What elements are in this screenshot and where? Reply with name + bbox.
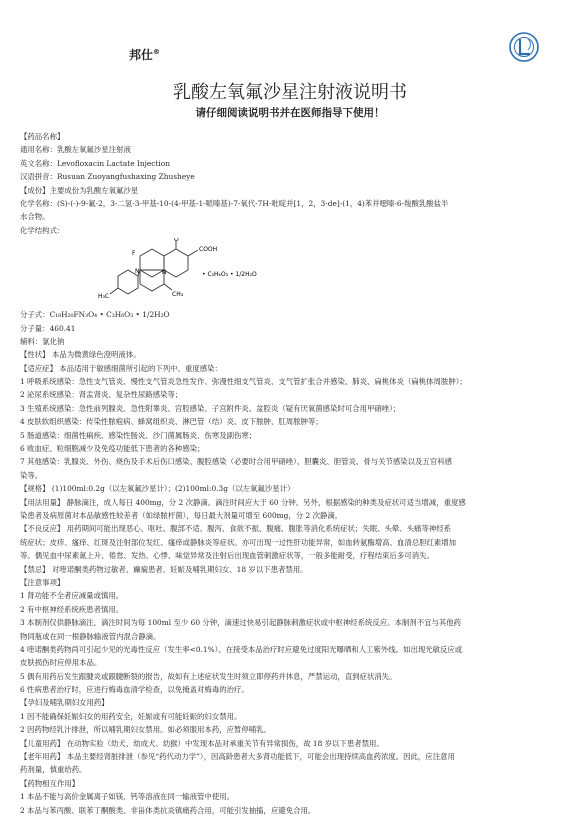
text-line: 【规格】 (1)100ml:0.2g（以左氧氟沙星计）；(2)100ml:0.3g（以左氧氟沙星计） <box>20 484 295 494</box>
text-line: 【孕妇及哺乳期妇女用药】 <box>20 698 109 708</box>
structure-cooh-label: COOH <box>199 246 218 254</box>
text-line: 2 因药物经乳汁排泄，所以哺乳期妇女禁用。如必须服用本药，应暂停哺乳。 <box>20 725 271 735</box>
text-line: 4 喹诺酮类药物尚可引起少见的光毒性反应（发生率<0.1%）。在接受本品治疗时应避免过度阳光曝晒和人工紫外线。如出现光敏反应或 <box>20 644 463 654</box>
text-line: 辅料：氯化钠 <box>20 336 65 346</box>
text-line: 等。偶见血中尿素氮上升、倦怠、发热、心悸、味觉异常及注射后出现血管刺激症状等，一般多能耐受，疗程结束后多可消失。 <box>20 551 434 561</box>
structure-ch3-label: CH₃ <box>172 291 184 299</box>
text-line: 5 偶有用药后发生跟腱炎或跟腱断裂的报告，故如有上述症状发生时须立即停药并休息，严禁运动，直到症状消失。 <box>20 671 397 681</box>
text-line: 1 因不能确保妊娠妇女的用药安全，妊娠或有可能妊娠的妇女禁用。 <box>20 711 242 721</box>
text-line: 【药品名称】 <box>20 132 65 141</box>
text-line: 【用法用量】 静脉滴注，成人每日 400mg，分 2 次静滴。滴注时间应大于 60 分钟。另外，根据感染的种类及症状可适当增减，重度感 <box>20 497 466 507</box>
document-subtitle: 请仔细阅读说明书并在医师指导下使用！ <box>195 107 385 119</box>
text-line: 6 性病患者治疗时，应进行梅毒血清学检查，以免掩盖对梅毒的治疗。 <box>20 685 249 695</box>
text-line: 【适应症】 本品适用于敏感细菌所引起的下列中、重度感染： <box>20 363 222 373</box>
text-line: 1 呼吸系统感染：急性支气管炎、慢性支气管炎急性发作、弥漫性细支气管炎、支气管扩张合并感染、肺炎、扁桃体炎（扁桃体周脓肿）； <box>20 377 467 387</box>
text-line: 【儿童用药】 在动物实验（幼犬、幼成犬、幼猴）中发现本品对承重关节有异常损伤，故 18 岁以下患者禁用。 <box>20 738 384 748</box>
text-line: 【禁忌】 对喹诺酮类药物过敏者、癫痫患者、妊娠及哺乳期妇女、18 岁以下患者禁用。 <box>20 564 308 574</box>
structure-n-left-label: N <box>135 268 140 276</box>
document-title: 乳酸左氧氟沙星注射液说明书 <box>173 82 407 103</box>
text-line: 3 生殖系统感染：急性前列腺炎、急性附睾炎、宫腔感染、子宫附件炎、盆腔炎（疑有厌氧菌感染时可合用甲硝唑）； <box>20 403 401 413</box>
text-line: 【老年用药】 本品主要经肾脏排泄（参见“药代动力学”），因高龄患者大多肾功能低下，可能会出现持续高血药浓度。因此，应注意用 <box>20 752 455 762</box>
text-line: 4 皮肤软组织感染：传染性脓疱病、蜂窝组织炎、淋巴管（结）炎、皮下脓肿、肛周脓肿等； <box>20 417 323 427</box>
text-line: 1 肾功能不全者应减量或慎用。 <box>20 591 124 601</box>
text-line: 染等。 <box>20 470 43 480</box>
text-line: 化学结构式： <box>20 225 65 235</box>
text-line: 5 肠道感染：细菌性痢疾、感染性肠炎、沙门菌属肠炎、伤寒及副伤寒； <box>20 430 257 440</box>
text-line: 分子式：C₁₈H₂₀FN₃O₄ • C₃H₆O₃ • 1/2H₂O <box>20 310 170 320</box>
text-line: 【注意事项】 <box>20 577 65 587</box>
text-line: 【药物相互作用】 <box>20 778 80 788</box>
text-line: 【性状】 本品为微黄绿色澄明液体。 <box>20 350 141 360</box>
brand-name: 邦仕® <box>129 48 161 62</box>
text-line: 化学名称：(S)-(-)-9-氟-2，3-二氢-3-甲基-10-(4-甲基-1-哌嗪基)-7-氧代-7H-吡啶并[1，2，3-de]-(1，4)苯并噁嗪-6-羧酸乳酸盐半 <box>20 198 449 208</box>
chemical-structure <box>20 238 560 305</box>
text-line: 染患者及病原菌对本品敏感性较差者（如绿脓杆菌），每日最大剂量可增至 600mg，分 2 次静滴。 <box>20 510 343 520</box>
text-line: 6 败血症、粒细胞减少及免疫功能低下患者的各种感染； <box>20 444 205 454</box>
text-line: 药剂量，慎重给药。 <box>20 765 87 775</box>
text-line: 1 本品不能与高价金属离子如镁、钙等溶液在同一输液管中使用。 <box>20 792 234 802</box>
text-line: 统症状；皮疹、瘙痒、红斑及注射部位发红、瘙痒或静脉炎等症状。亦可出现一过性肝功能异常，如血转氨酶增高、血清总胆红素增加 <box>20 537 457 547</box>
structure-h3c-label: H₃C <box>98 293 110 301</box>
leaflet-body <box>20 130 560 817</box>
text-line: 3 本制剂仅供静脉滴注，滴注时间为每 100ml 至少 60 分钟，滴速过快易引起静脉刺激症状或中枢神经系统反应。本制剂不宜与其他药 <box>20 618 462 628</box>
text-line: 通用名称：乳酸左氧氟沙星注射液 <box>20 145 131 155</box>
text-line: 分子量：460.41 <box>20 323 76 333</box>
structure-o-label: O <box>174 238 179 244</box>
text-line: 物同瓶或在同一根静脉输液管内混合静滴。 <box>20 631 161 641</box>
structure-f-label: F <box>132 250 136 258</box>
text-line: 【成份】主要成份为乳酸左氧氟沙星 <box>20 185 139 195</box>
text-line: 2 有中枢神经系统疾患者慎用。 <box>20 604 124 614</box>
text-line: 2 泌尿系统感染：肾盂肾炎、复杂性尿路感染等； <box>20 390 183 400</box>
text-line: 【不良反应】 用药期间可能出现恶心、呕吐、腹部不适、腹泻、食欲不振、腹痛、腹胀等消化系统症状；失眠、头晕、头痛等神经系 <box>20 524 452 534</box>
text-line: 皮肤损伤时应停用本品。 <box>20 658 102 668</box>
text-line: 汉语拼音：Rusuan Zuoyangfushaxing Zhusheye <box>20 172 195 182</box>
structure-n-right-label: N <box>162 269 167 277</box>
structure-salt-label: • C₃H₆O₃ • 1/2H₂O <box>202 271 257 279</box>
text-line: 英文名称：Levofloxacin Lactate Injection <box>20 158 170 168</box>
text-line: 7 其他感染：乳腺炎、外伤、烧伤及手术后伤口感染、腹腔感染（必要时合用甲硝唑）、胆囊炎、胆管炎、骨与关节感染以及五官科感 <box>20 457 453 467</box>
text-line: 水合物。 <box>20 212 50 222</box>
company-logo-icon <box>507 30 541 64</box>
text-line: 2 本品与苯丙酸、联苯丁酮酸类、非甾体类抗炎镇痛药合用，可能引发抽搐，应避免合用。 <box>20 805 316 815</box>
